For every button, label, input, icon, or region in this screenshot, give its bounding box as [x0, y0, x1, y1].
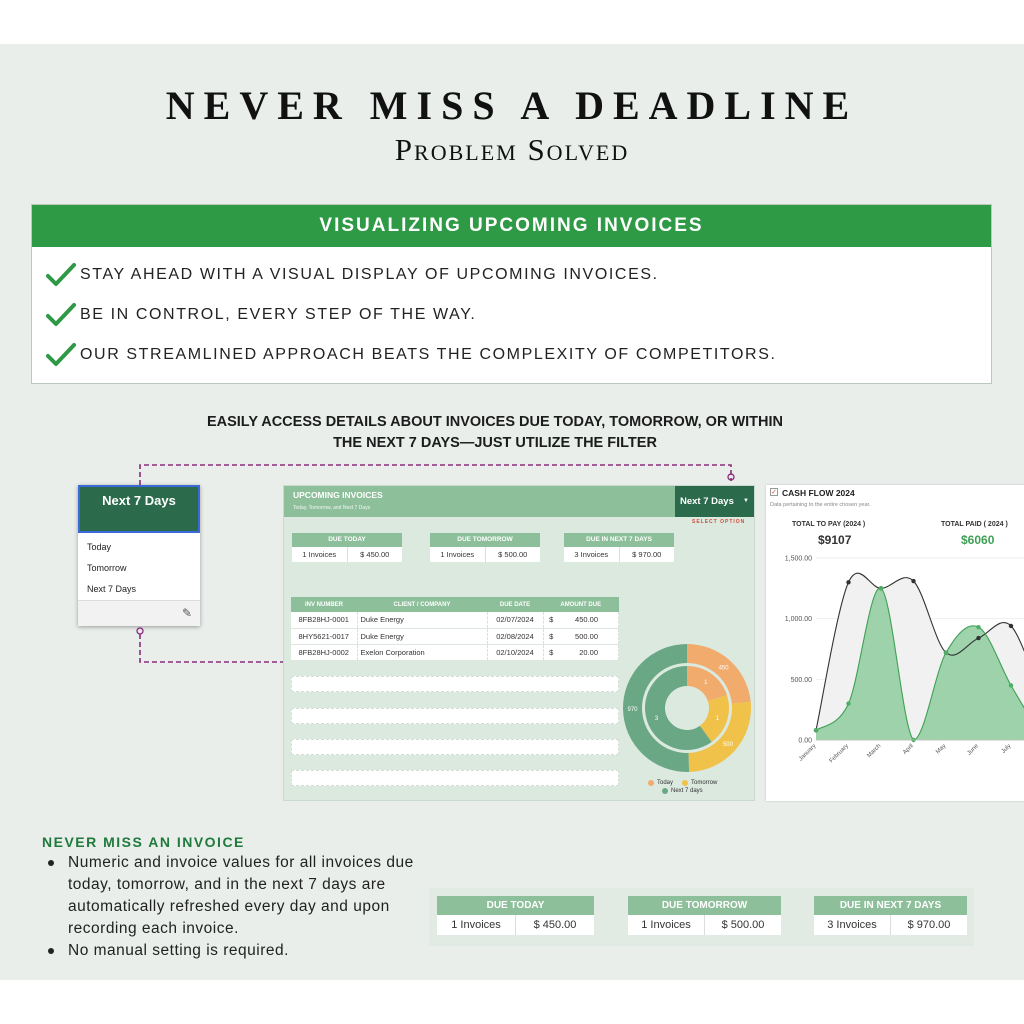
promo-canvas: [0, 44, 1024, 980]
paid-point: [846, 701, 850, 705]
due-today-card: [292, 533, 402, 562]
feature-box: [31, 204, 992, 384]
invoice-donut-chart: [620, 641, 754, 775]
col-inv-number: INV NUMBER: [291, 597, 357, 612]
cell-due-date: 02/08/2024: [487, 628, 543, 644]
card-amount: $ 500.00: [498, 550, 528, 559]
cell-inv-number: 8FB28HJ-0001: [291, 612, 357, 628]
cell-amount: 450.00: [559, 612, 619, 628]
y-tick-label: 1,000.00: [784, 616, 812, 624]
to-pay-point: [1009, 624, 1013, 628]
hero-subtitle: Problem Solved: [394, 132, 630, 167]
list-item: [48, 852, 443, 940]
cell-client: Exelon Corporation: [357, 644, 487, 660]
dashboard-period-select[interactable]: [675, 486, 754, 517]
card-count: 1 Invoices: [292, 547, 348, 562]
checkmark-icon: [46, 262, 76, 288]
card-label: DUE IN NEXT 7 DAYS: [564, 533, 674, 547]
paid-point: [976, 625, 980, 629]
feature-item: [32, 335, 991, 375]
x-tick-label: June: [966, 743, 980, 757]
feature-list: [32, 247, 991, 375]
cell-inv-number: 8HY5621-0017: [291, 628, 357, 644]
cell-currency: $: [543, 628, 559, 644]
cell-currency: $: [543, 612, 559, 628]
pencil-icon[interactable]: ✎: [181, 606, 192, 620]
card-count: 3 Invoices: [564, 547, 620, 562]
feature-item: [32, 255, 991, 295]
legend-item-tomorrow: [682, 780, 717, 786]
bullet-icon: [48, 948, 54, 954]
feature-text: OUR STREAMLINED APPROACH BEATS THE COMPLEXITY OF COMPETITORS.: [80, 346, 777, 363]
upcoming-invoices-dashboard: [283, 485, 755, 801]
card-count: 1 Invoices: [430, 547, 486, 562]
card-count: 3 Invoices: [814, 915, 891, 935]
inner-ring-label: 3: [654, 715, 659, 722]
paid-point: [1009, 683, 1013, 687]
legend-label: Tomorrow: [691, 780, 718, 786]
feature-heading: VISUALIZING UPCOMING INVOICES: [32, 205, 991, 247]
due-next-7-days-card: [564, 533, 674, 562]
cell-due-date: 02/10/2024: [487, 644, 543, 660]
card-amount: $ 970.00: [907, 919, 951, 931]
x-tick-label: February: [828, 743, 850, 765]
x-tick-label: May: [935, 743, 948, 756]
x-tick-label: April: [902, 743, 915, 756]
cash-flow-title: CASH FLOW 2024: [782, 488, 855, 498]
legend-row: [648, 788, 726, 794]
due-tomorrow-card: [430, 533, 540, 562]
feature-item: [32, 295, 991, 335]
due-summary-panel: [429, 888, 974, 946]
to-pay-point: [846, 580, 850, 584]
col-due-date: DUE DATE: [487, 597, 543, 612]
legend-item-today: [648, 780, 673, 786]
total-paid-label: TOTAL PAID ( 2024 ): [941, 521, 1008, 528]
x-tick-label: July: [1000, 743, 1013, 755]
card-label: DUE TOMORROW: [430, 533, 540, 547]
caret-down-icon: ▼: [743, 498, 749, 504]
checkmark-icon: [46, 302, 76, 328]
connector-top: [140, 465, 731, 485]
inner-ring-label: 1: [704, 680, 708, 687]
x-tick-label: March: [866, 743, 883, 760]
y-tick-label: 0.00: [798, 737, 812, 745]
y-tick-label: 500.00: [790, 676, 812, 684]
filter-option-next-7-days[interactable]: Next 7 Days: [87, 584, 137, 594]
bullet-text: No manual setting is required.: [68, 942, 289, 959]
paid-point: [944, 650, 948, 654]
inner-ring-label: 1: [715, 715, 720, 722]
checkbox-icon[interactable]: ✓: [771, 489, 777, 496]
cell-currency: $: [543, 644, 559, 660]
feature-text: STAY AHEAD WITH A VISUAL DISPLAY OF UPCOMING INVOICES.: [80, 266, 659, 283]
due-today-card: [437, 896, 594, 935]
card-values: [628, 915, 781, 935]
paid-point: [814, 728, 818, 732]
table-row[interactable]: [291, 644, 619, 660]
card-amount: $ 450.00: [533, 919, 577, 931]
bullet-text: Numeric and invoice values for all invoices due today, tomorrow, and in the next 7 days are automatically refreshed every day and upon recording each invoice.: [68, 854, 414, 937]
connector-top-end: [728, 474, 734, 480]
card-count: 1 Invoices: [628, 915, 705, 935]
hero-title: NEVER MISS A DEADLINE: [165, 83, 859, 128]
card-values: [814, 915, 967, 935]
checkmark-icon: [46, 342, 76, 368]
total-paid-value: $6060: [961, 533, 995, 547]
y-tick-label: 1,500.00: [784, 555, 812, 563]
card-amount: $ 500.00: [721, 919, 765, 931]
card-label: DUE TOMORROW: [628, 896, 781, 915]
card-amount: $ 970.00: [632, 550, 662, 559]
cell-due-date: 02/07/2024: [487, 612, 543, 628]
cell-client: Duke Energy: [357, 612, 487, 628]
table-row[interactable]: [291, 628, 619, 644]
card-values: [292, 547, 402, 562]
outer-ring-label: 450: [718, 665, 729, 672]
col-amount-due: AMOUNT DUE: [543, 597, 619, 612]
due-next-7-days-card: [814, 896, 967, 935]
connector-bottom-start: [137, 628, 143, 634]
select-option-hint: SELECT OPTION: [692, 519, 746, 525]
total-to-pay-label: TOTAL TO PAY (2024 ): [792, 521, 866, 528]
paid-point: [879, 586, 883, 590]
filter-selected-value[interactable]: Next 7 Days: [78, 485, 200, 533]
dashboard-subtitle: Today, Tomorrow, and Next 7 Days: [293, 505, 371, 511]
card-label: DUE TODAY: [437, 896, 594, 915]
legend-label: Today: [657, 780, 674, 786]
card-amount: $ 450.00: [360, 550, 390, 559]
col-client: CLIENT / COMPANY: [357, 597, 487, 612]
outer-ring-label: 500: [722, 741, 733, 748]
filter-option-today[interactable]: Today: [87, 542, 112, 552]
card-values: [430, 547, 540, 562]
filter-caption-line: THE NEXT 7 DAYS—JUST UTILIZE THE FILTER: [333, 435, 657, 451]
donut-legend: [648, 780, 726, 796]
cell-client: Duke Energy: [357, 628, 487, 644]
cash-flow-chart: [766, 553, 1024, 801]
empty-table-row: [291, 739, 619, 755]
cash-flow-subtitle: Data pertaining to the entire chosen year.: [770, 502, 871, 508]
feature-text: BE IN CONTROL, EVERY STEP OF THE WAY.: [80, 306, 477, 323]
filter-option-tomorrow[interactable]: Tomorrow: [87, 563, 127, 573]
dashboard-title: UPCOMING INVOICES: [293, 490, 383, 500]
legend-item-next-7-days: [662, 788, 703, 794]
cash-flow-panel: [766, 485, 1024, 801]
filter-caption: [160, 412, 830, 454]
never-miss-title: NEVER MISS AN INVOICE: [42, 834, 245, 850]
to-pay-point: [911, 579, 915, 583]
legend-dot: [682, 780, 688, 786]
empty-table-row: [291, 708, 619, 724]
empty-table-row: [291, 770, 619, 786]
legend-dot: [662, 788, 668, 794]
card-count: 1 Invoices: [437, 915, 516, 935]
legend-label: Next 7 days: [671, 788, 703, 794]
due-tomorrow-card: [628, 896, 781, 935]
total-to-pay-value: $9107: [818, 533, 852, 547]
legend-dot: [648, 780, 654, 786]
to-pay-point: [976, 636, 980, 640]
legend-row: [648, 780, 726, 786]
cell-amount: 500.00: [559, 628, 619, 644]
dashboard-select-value: Next 7 Days: [680, 496, 734, 507]
table-row[interactable]: [291, 612, 619, 628]
card-values: [437, 915, 594, 935]
cell-amount: 20.00: [559, 644, 619, 660]
x-tick-label: January: [798, 743, 818, 763]
card-values: [564, 547, 674, 562]
dropdown-footer: [78, 600, 200, 626]
invoice-table: [291, 597, 619, 661]
bullet-icon: [48, 860, 54, 866]
list-item: [48, 940, 443, 962]
card-label: DUE TODAY: [292, 533, 402, 547]
card-label: DUE IN NEXT 7 DAYS: [814, 896, 967, 915]
filter-caption-line: EASILY ACCESS DETAILS ABOUT INVOICES DUE TODAY, TOMORROW, OR WITHIN: [206, 414, 784, 430]
outer-ring-label: 970: [627, 706, 638, 713]
period-filter-dropdown[interactable]: [78, 485, 200, 626]
cell-inv-number: 8FB28HJ-0002: [291, 644, 357, 660]
never-miss-list: [48, 852, 443, 962]
empty-table-row: [291, 676, 619, 692]
table-header-row: [291, 597, 619, 612]
